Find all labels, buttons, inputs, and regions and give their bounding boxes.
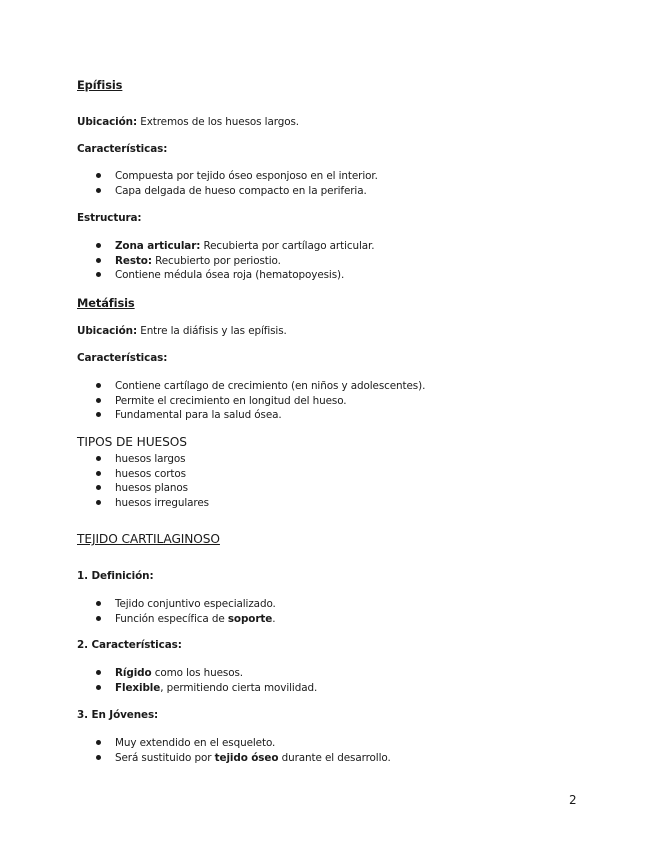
- bullet-icon: [96, 383, 101, 388]
- bullet-icon: [96, 485, 101, 490]
- list-item-text: Contiene médula ósea roja (hematopoyesis).: [115, 269, 345, 281]
- list-item: [115, 681, 317, 695]
- metafisis-heading: Metáfisis: [77, 296, 135, 310]
- list-item: [115, 254, 281, 268]
- list-item-text: .: [272, 613, 276, 625]
- bullet-icon: [96, 601, 101, 606]
- cartilaginoso-heading: TEJIDO CARTILAGINOSO: [77, 532, 220, 546]
- list-item-text: , permitiendo cierta movilidad.: [160, 682, 318, 694]
- bullet-icon: [96, 500, 101, 505]
- bullet-icon: [96, 471, 101, 476]
- bullet-icon: [96, 173, 101, 178]
- list-item-text: Tejido conjuntivo especializado.: [115, 598, 276, 610]
- bullet-icon: [96, 740, 101, 745]
- list-item-bold: Resto:: [115, 255, 152, 267]
- list-item-text: durante el desarrollo.: [278, 752, 391, 764]
- bullet-icon: [96, 685, 101, 690]
- list-item: huesos planos: [115, 482, 188, 494]
- bullet-icon: [96, 456, 101, 461]
- list-item: huesos irregulares: [115, 497, 209, 509]
- bullet-icon: [96, 398, 101, 403]
- metafisis-ubicacion: [77, 324, 287, 338]
- caracteristicas-label: 2. Características:: [77, 639, 182, 651]
- epifisis-ubicacion-label: Ubicación:: [77, 116, 138, 128]
- list-item-text: como los huesos.: [151, 667, 244, 679]
- jovenes-label: 3. En Jóvenes:: [77, 709, 159, 721]
- list-item: [115, 597, 276, 611]
- list-item: huesos cortos: [115, 468, 186, 480]
- list-item-bold: tejido óseo: [214, 752, 279, 764]
- list-item-text: Recubierta por cartílago articular.: [200, 240, 375, 252]
- bullet-icon: [96, 616, 101, 621]
- list-item: [115, 751, 391, 765]
- bullet-icon: [96, 670, 101, 675]
- list-item: Fundamental para la salud ósea.: [115, 409, 282, 421]
- list-item: [115, 268, 344, 282]
- epifisis-heading: Epífisis: [77, 78, 123, 92]
- bullet-icon: [96, 755, 101, 760]
- bullet-icon: [96, 272, 101, 277]
- list-item: huesos largos: [115, 453, 186, 465]
- epifisis-ubicacion: [77, 115, 299, 129]
- list-item: [115, 239, 374, 253]
- list-item-text: Muy extendido en el esqueleto.: [115, 737, 276, 749]
- list-item: [115, 736, 275, 750]
- epifisis-ubicacion-text: Extremos de los huesos largos.: [137, 116, 299, 128]
- bullet-icon: [96, 412, 101, 417]
- list-item: [115, 666, 243, 680]
- list-item: Capa delgada de hueso compacto en la periferia.: [115, 185, 367, 197]
- tipos-heading: TIPOS DE HUESOS: [77, 435, 187, 449]
- bullet-icon: [96, 243, 101, 248]
- list-item: Compuesta por tejido óseo esponjoso en el interior.: [115, 170, 378, 182]
- metafisis-caracteristicas-label: Características:: [77, 352, 168, 364]
- list-item-text: Recubierto por periostio.: [151, 255, 281, 267]
- definicion-label: 1. Definición:: [77, 570, 154, 582]
- list-item: [115, 612, 275, 626]
- list-item: Contiene cartílago de crecimiento (en niños y adolescentes).: [115, 380, 426, 392]
- metafisis-ubicacion-text: Entre la diáfisis y las epífisis.: [137, 325, 287, 337]
- list-item-bold: Flexible: [115, 682, 161, 694]
- epifisis-estructura-label: Estructura:: [77, 212, 142, 224]
- list-item-text: Función específica de: [115, 613, 228, 625]
- metafisis-ubicacion-label: Ubicación:: [77, 325, 138, 337]
- bullet-icon: [96, 258, 101, 263]
- list-item-bold: soporte: [227, 613, 273, 625]
- list-item-bold: Zona articular:: [115, 240, 201, 252]
- list-item: Permite el crecimiento en longitud del hueso.: [115, 395, 347, 407]
- list-item-text: Será sustituido por: [115, 752, 215, 764]
- bullet-icon: [96, 188, 101, 193]
- epifisis-caracteristicas-label: Características:: [77, 143, 168, 155]
- list-item-bold: Rígido: [115, 667, 152, 679]
- page-number: 2: [569, 793, 577, 807]
